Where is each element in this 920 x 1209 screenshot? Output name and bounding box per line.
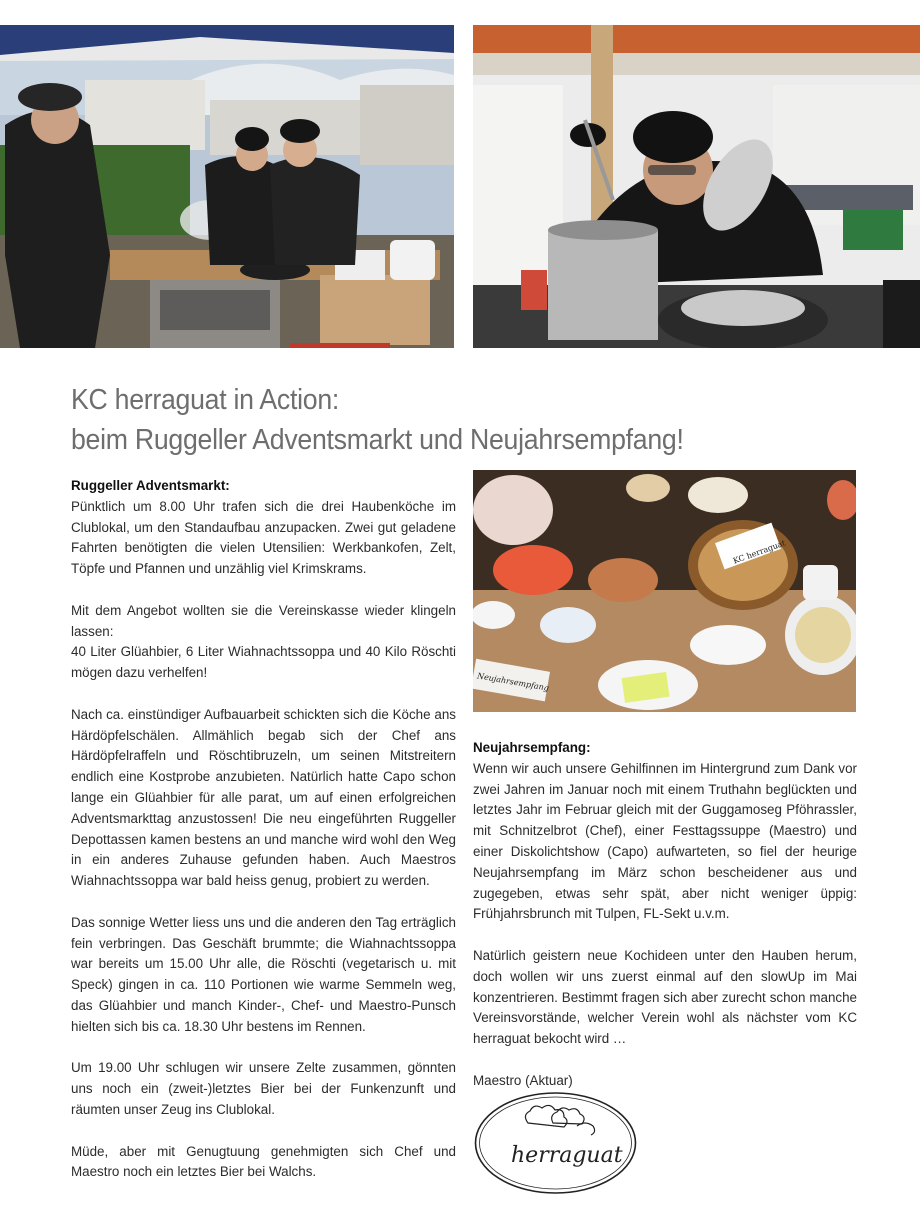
soup-taster-image bbox=[473, 25, 920, 348]
paragraph: Das sonnige Wetter liess uns und die anderen den Tag erträglich fein verbringen. Das Geschäft brummte; die Wiahnachtssoppa war bereits um 15.00 Uhr alle, die Röschti (vegetarisch u. mit Speck) gingen in ca. 110 Portionen wie warme Semmeln weg, das Glüahbier und manch Kinder-, Chef- und Maestro-Punsch hielten sich bis ca. 18.30 Uhr bestens im Rennen. bbox=[71, 914, 456, 1034]
paragraph: Natürlich geistern neue Kochideen unter den Hauben herum, doch wollen wir uns zuerst einmal auf den slowUp im Mai konzentrieren. Bestimmt fragen sich aber zurecht schon manche Vereinsvorstände, welcher Verein wohl als nächster vom KC herraguat bekocht wird … bbox=[473, 947, 857, 1047]
club-logo bbox=[473, 1088, 638, 1198]
right-column bbox=[473, 738, 857, 1092]
paragraph: 40 Liter Glüahbier, 6 Liter Wiahnachtssoppa und 40 Kilo Röschti mögen dazu verhelfen! bbox=[71, 644, 456, 681]
paragraph: Um 19.00 Uhr schlugen wir unsere Zelte zusammen, gönnten uns noch ein (zweit-)letztes Bier bei der Funkenzunft und räumten unser Zeug ins Clublokal. bbox=[71, 1060, 456, 1117]
herraguat-logo-icon bbox=[473, 1088, 638, 1198]
logo-wordmark: herraguat bbox=[511, 1143, 623, 1168]
photo-brunch-table bbox=[473, 470, 856, 712]
brunch-table-image bbox=[473, 470, 856, 712]
brunch-sign-neujahr: Neujahrsempfang bbox=[476, 671, 550, 693]
paragraph: Pünktlich um 8.00 Uhr trafen sich die drei Haubenköche im Clublokal, um den Standaufbau anzupacken. Zwei gut geladene Fahrten benötigten die vielen Utensilien: Werkbankofen, Zelt, Töpfe und Pfannen und unzählig viel Krimskrams. bbox=[71, 498, 456, 577]
subheading-adventsmarkt: Ruggeller Adventsmarkt: bbox=[71, 478, 230, 493]
signature: Maestro (Aktuar) bbox=[473, 1072, 573, 1088]
paragraph: Müde, aber mit Genugtuung genehmigten sich Chef und Maestro noch ein letztes Bier bei Walchs. bbox=[71, 1143, 456, 1180]
article-heading bbox=[71, 380, 807, 460]
heading-line-2: beim Ruggeller Adventsmarkt und Neujahrsempfang! bbox=[71, 424, 684, 456]
brunch-sign-kc: KC herraguat bbox=[731, 538, 787, 566]
paragraph: Nach ca. einstündiger Aufbauarbeit schickten sich die Köche ans Härdöpfelschälen. Allmählich begab sich der Chef ans Härdöpfelraffeln und Röschtibruzeln, um seinen Mitstreitern endlich eine Kostprobe anzubieten. Natürlich hatte Capo schon lange ein Glüahbier für alle parat, um auf einen erfolgreichen Adventsmarkttag anzustossen! Die neu eingeführten Ruggeller Depottassen kamen bestens an und manche wird wohl den Weg in ein anderes Zuhause gefunden haben. Auch Maestros Wiahnachtssoppa war bald heiss genug, probiert zu werden. bbox=[71, 706, 456, 889]
subheading-neujahrsempfang: Neujahrsempfang: bbox=[473, 740, 591, 755]
market-stand-image bbox=[0, 25, 454, 348]
photo-soup-taster bbox=[473, 25, 920, 348]
paragraph: Wenn wir auch unsere Gehilfinnen im Hintergrund zum Dank vor zwei Jahren im Januar noch mit einem Truthahn beglückten und letztes Jahr im Februar gleich mit der Guggamoseg Pföhrassler, mit Schnitzelbrot (Chef), einer Festtagssuppe (Maestro) und einer Diskolichtshow (Capo) aufwarteten, so fiel der heurige Neujahrsempfang im März schon bescheidener aus und zugegeben, etwas sehr spät, aber nicht weniger üppig: Frühjahrsbrunch mit Tulpen, FL-Sekt u.v.m. bbox=[473, 760, 857, 922]
paragraph: Mit dem Angebot wollten sie die Vereinskasse wieder klingeln lassen: bbox=[71, 602, 456, 639]
heading-line-1: KC herraguat in Action: bbox=[71, 384, 340, 416]
left-column bbox=[71, 476, 456, 1183]
photo-market-stand bbox=[0, 25, 454, 348]
